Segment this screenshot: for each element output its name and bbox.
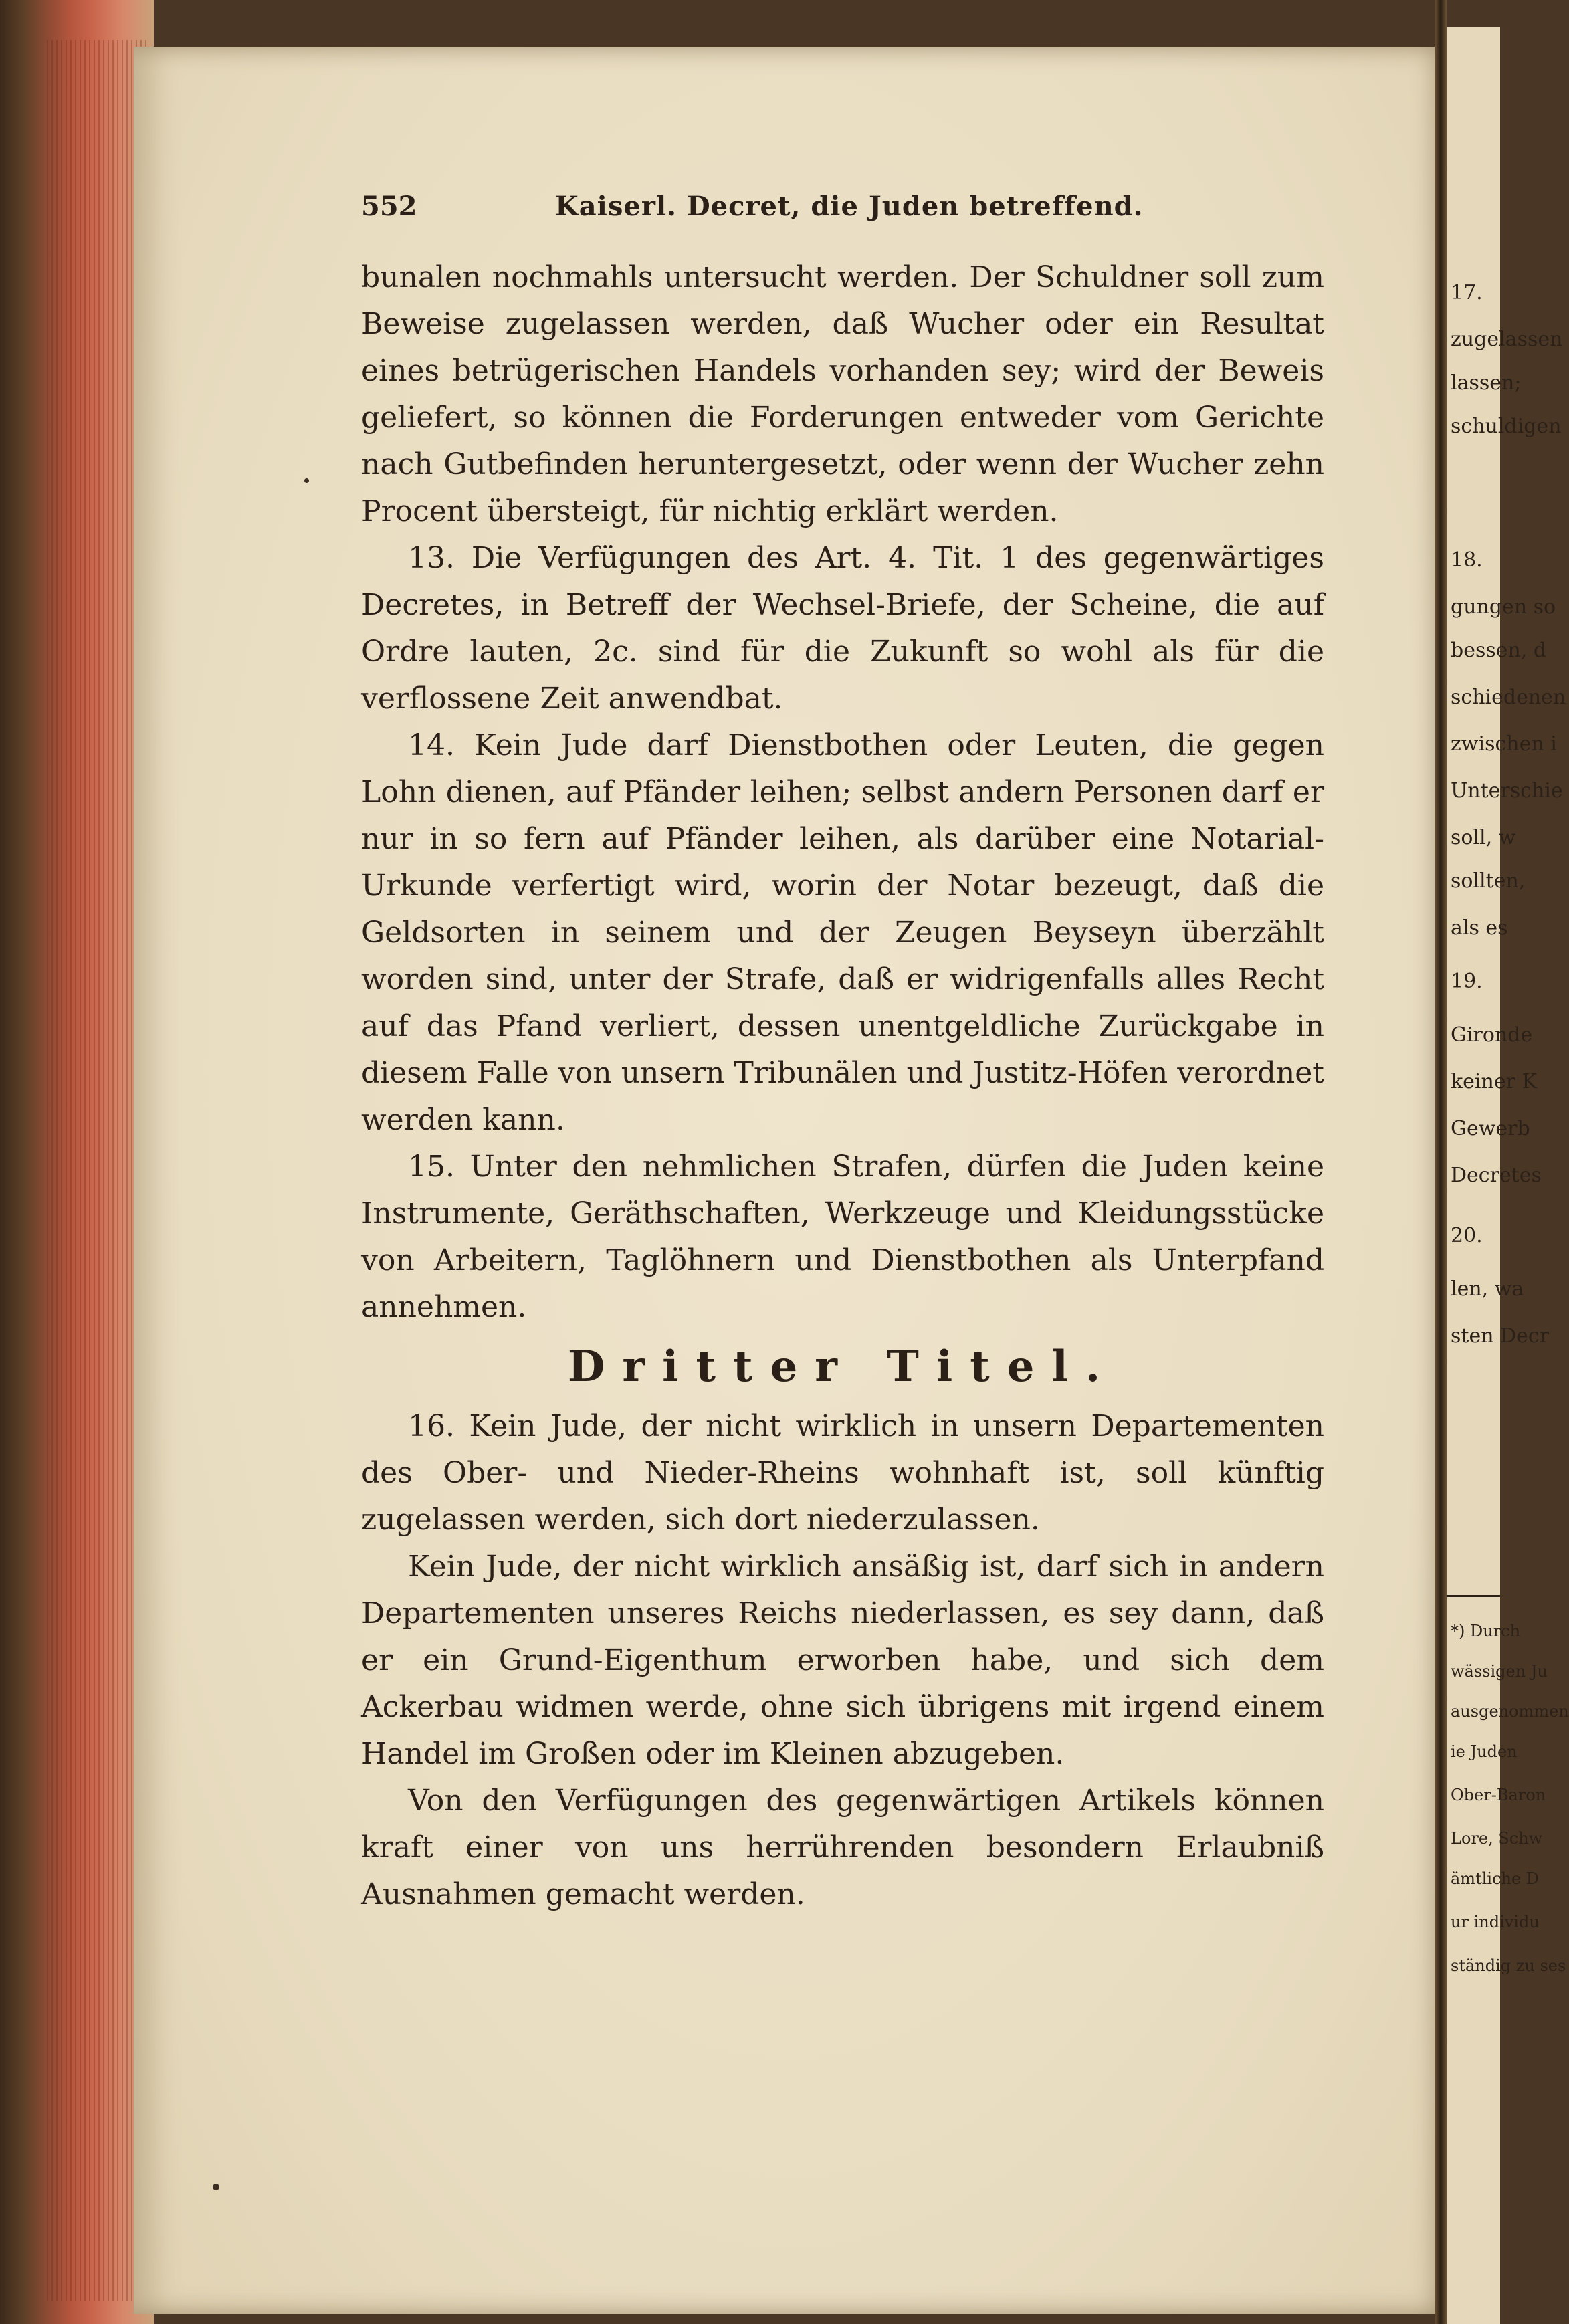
- paragraph: Von den Verfügungen des gegenwärtigen Artikels können kraft einer von uns herrührenden besondern Erlaubniß Ausnahmen gemacht werden.: [361, 1784, 1324, 1911]
- facing-page-fragment: 19.: [1451, 970, 1483, 993]
- paragraph: 14. Kein Jude darf Dienstbothen oder Leuten, die gegen Lohn dienen, auf Pfänder leihen; selbst andern Personen darf er nur in so fern auf Pfänder leihen, als darüber eine Notarial-Urkunde verfertigt wird, worin der Notar bezeugt, daß die Geldsorten in seinem und der Zeugen Beyseyn überzählt worden sind, unter der Strafe, daß er widrigenfalls alles Recht auf das Pfand verliert, dessen unentgeldliche Zurückgabe in diesem Falle von unsern Tribunälen und Justitz-Höfen verordnet werden kann.: [361, 728, 1324, 1137]
- facing-page-fragment: Lore, Schw: [1451, 1829, 1543, 1848]
- facing-page-fragment: als es: [1451, 916, 1508, 940]
- paragraph: Kein Jude, der nicht wirklich ansäßig ist, darf sich in andern Departementen unseres Reichs niederlassen, es sey dann, daß er ein Grund-Eigenthum erworben habe, und sich dem Ackerbau widmen werde, ohne sich übrigens mit irgend einem Handel im Großen oder im Kleinen abzugeben.: [361, 1550, 1324, 1771]
- facing-page-fragment: 18.: [1451, 548, 1483, 572]
- ink-dot: [304, 478, 309, 483]
- facing-page-fragment: ur individu: [1451, 1913, 1540, 1931]
- facing-page-fragment: Unterschie: [1451, 779, 1563, 803]
- facing-page-fragment: keiner K: [1451, 1070, 1537, 1093]
- paragraph: 16. Kein Jude, der nicht wirklich in unsern Departementen des Ober- und Nieder-Rheins wohnhaft ist, soll künftig zugelassen werden, sich dort niederzulassen.: [361, 1409, 1324, 1537]
- facing-page-fragment: ständig zu ses: [1451, 1956, 1566, 1975]
- footnote-rule: [1447, 1595, 1500, 1597]
- facing-page-fragment: schuldigen: [1451, 415, 1562, 438]
- facing-page-fragment: Ober-Baron: [1451, 1786, 1546, 1804]
- paragraph: 15. Unter den nehmlichen Strafen, dürfen die Juden keine Instrumente, Geräthschaften, Werkzeuge und Kleidungsstücke von Arbeitern, Taglöhnern und Dienstbothen als Unterpfand annehmen.: [361, 1150, 1324, 1324]
- facing-page-fragment: len, wa: [1451, 1277, 1524, 1301]
- facing-page-fragment: ämtliche D: [1451, 1869, 1540, 1888]
- running-title: Kaiserl. Decret, die Juden betreffend.: [555, 191, 1144, 222]
- facing-page-fragment: gungen so: [1451, 595, 1556, 619]
- facing-page-fragment: Gewerb: [1451, 1117, 1530, 1140]
- page-body: [361, 254, 1324, 1918]
- facing-page-fragment: zwischen i: [1451, 732, 1557, 756]
- facing-page-fragment: sten Decr: [1451, 1324, 1550, 1348]
- facing-page-fragment: zugelassen: [1451, 328, 1563, 351]
- facing-page-fragment: bessen, d: [1451, 639, 1547, 662]
- book-fore-edge: [0, 0, 154, 2324]
- ink-dot: [213, 2184, 219, 2190]
- facing-page-fragment: 20.: [1451, 1224, 1483, 1247]
- facing-page-fragment: soll, w: [1451, 826, 1516, 849]
- facing-page-edge: [1447, 27, 1569, 2324]
- facing-page-fragment: schiedenen: [1451, 685, 1566, 709]
- book-gutter: [1435, 0, 1447, 2324]
- facing-page-fragment: *) Durch: [1451, 1622, 1521, 1641]
- facing-page-fragment: Gironde: [1451, 1023, 1533, 1047]
- section-heading: Dritter Titel.: [567, 1342, 1118, 1392]
- facing-page-fragment: lassen;: [1451, 371, 1522, 395]
- paragraph: 13. Die Verfügungen des Art. 4. Tit. 1 des gegenwärtiges Decretes, in Betreff der Wechsel-Briefe, der Scheine, die auf Ordre lauten, 2c. sind für die Zukunft so wohl als für die verflossene Zeit anwendbat.: [361, 541, 1324, 716]
- facing-page-fragment: ausgenommen: [1451, 1702, 1569, 1721]
- facing-page-fragment: sollten,: [1451, 869, 1526, 893]
- facing-page-fragment: 17.: [1451, 281, 1483, 304]
- running-head: [361, 191, 1324, 231]
- facing-page-fragment: wässigen Ju: [1451, 1662, 1548, 1681]
- paragraph: bunalen nochmahls untersucht werden. Der Schuldner soll zum Beweise zugelassen werden, daß Wucher oder ein Resultat eines betrügerischen Handels vorhanden sey; wird der Beweis geliefert, so können die Forderungen entweder vom Gerichte nach Gutbefinden heruntergesetzt, oder wenn der Wucher zehn Procent übersteigt, für nichtig erklärt werden.: [361, 260, 1324, 528]
- facing-page-fragment: Decretes: [1451, 1164, 1542, 1187]
- page-number: 552: [361, 191, 417, 222]
- facing-page-fragment: ie Juden: [1451, 1742, 1518, 1761]
- page-edge-stripes: [47, 40, 147, 2301]
